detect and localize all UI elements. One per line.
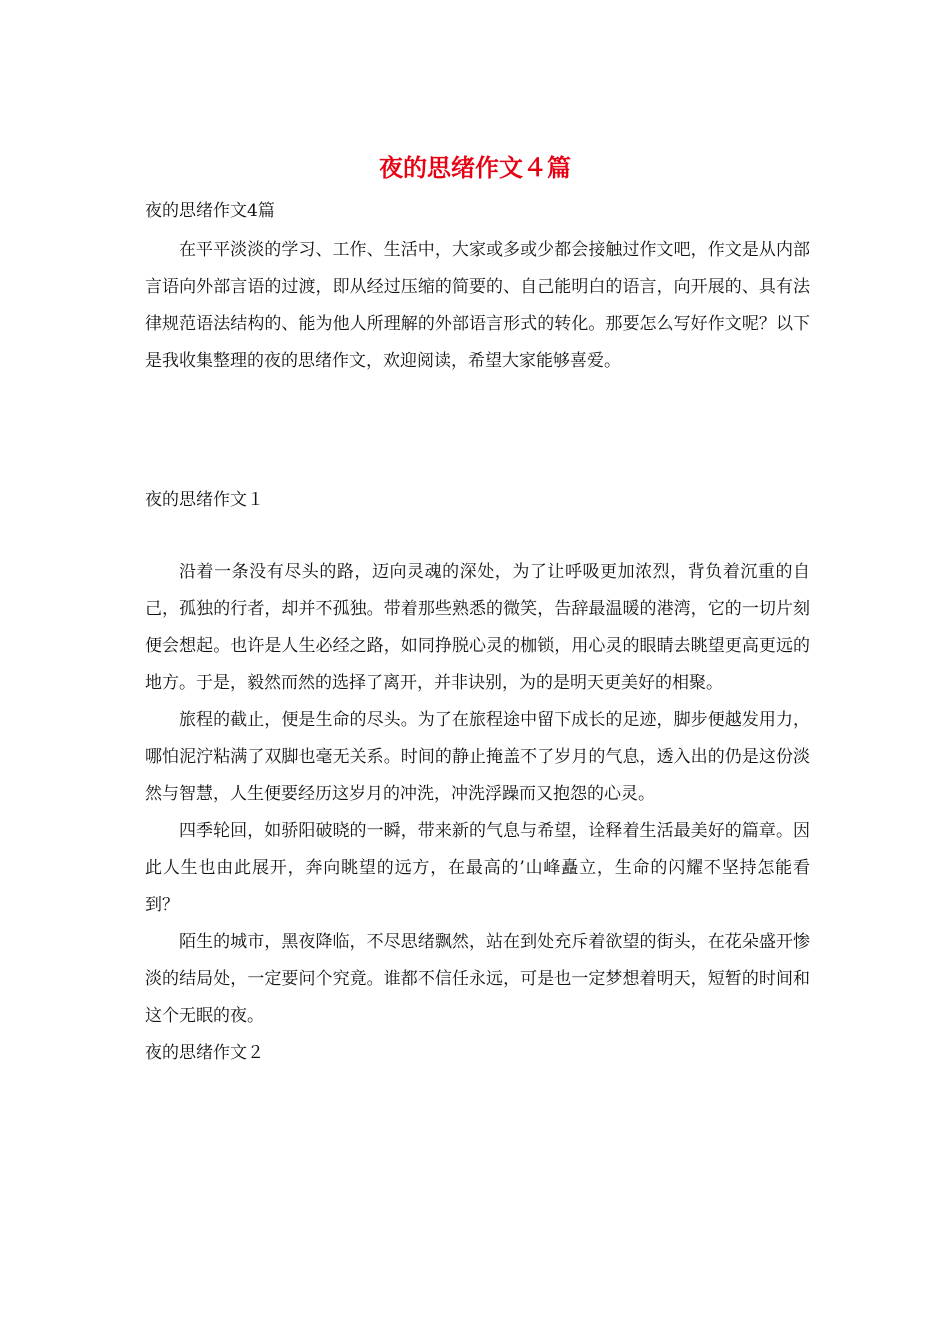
section1-paragraph: 沿着一条没有尽头的路，迈向灵魂的深处，为了让呼吸更加浓烈，背负着沉重的自己，孤独的行者，却并不孤独。带着那些熟悉的微笑，告辞最温暖的港湾，它的一切片刻便会想起。也许是人生必经之路，如同挣脱心灵的枷锁，用心灵的眼睛去眺望更高更远的地方。于是，毅然而然的选择了离开，并非诀别，为的是明天更美好的相聚。 (145, 562, 810, 693)
document-title: 夜的思绪作文４篇 (379, 153, 571, 182)
intro-paragraph: 在平平淡淡的学习、工作、生活中，大家或多或少都会接触过作文吧，作文是从内部言语向外部言语的过渡，即从经过压缩的简要的、自己能明白的语言，向开展的、具有法律规范语法结构的、能为他人所理解的外部语言形式的转化。那要怎么写好作文呢？以下是我收集整理的夜的思绪作文，欢迎阅读，希望大家能够喜爱。 (145, 240, 810, 371)
section-heading-1: 夜的思绪作文１ (145, 490, 264, 510)
section1-paragraph: 四季轮回，如骄阳破晓的一瞬，带来新的气息与希望，诠释着生活最美好的篇章。因此人生也由此展开，奔向眺望的远方，在最高的’山峰矗立，生命的闪耀不坚持怎能看到？ (145, 821, 810, 915)
document-body (145, 198, 810, 1072)
section1-paragraph: 旅程的截止，便是生命的尽头。为了在旅程途中留下成长的足迹，脚步便越发用力，哪怕泥泞粘满了双脚也毫无关系。时间的静止掩盖不了岁月的气息，透入出的仍是这份淡然与智慧，人生便要经历这岁月的冲洗，冲洗浮躁而又抱怨的心灵。 (145, 710, 810, 804)
section-heading-2: 夜的思绪作文２ (145, 1043, 264, 1063)
section1-paragraph: 陌生的城市，黑夜降临，不尽思绪飘然，站在到处充斥着欲望的街头，在花朵盛开惨淡的结局处，一定要问个究竟。谁都不信任永远，可是也一定梦想着明天，短暂的时间和这个无眠的夜。 (145, 932, 810, 1026)
document-subtitle: 夜的思绪作文4篇 (145, 201, 275, 221)
